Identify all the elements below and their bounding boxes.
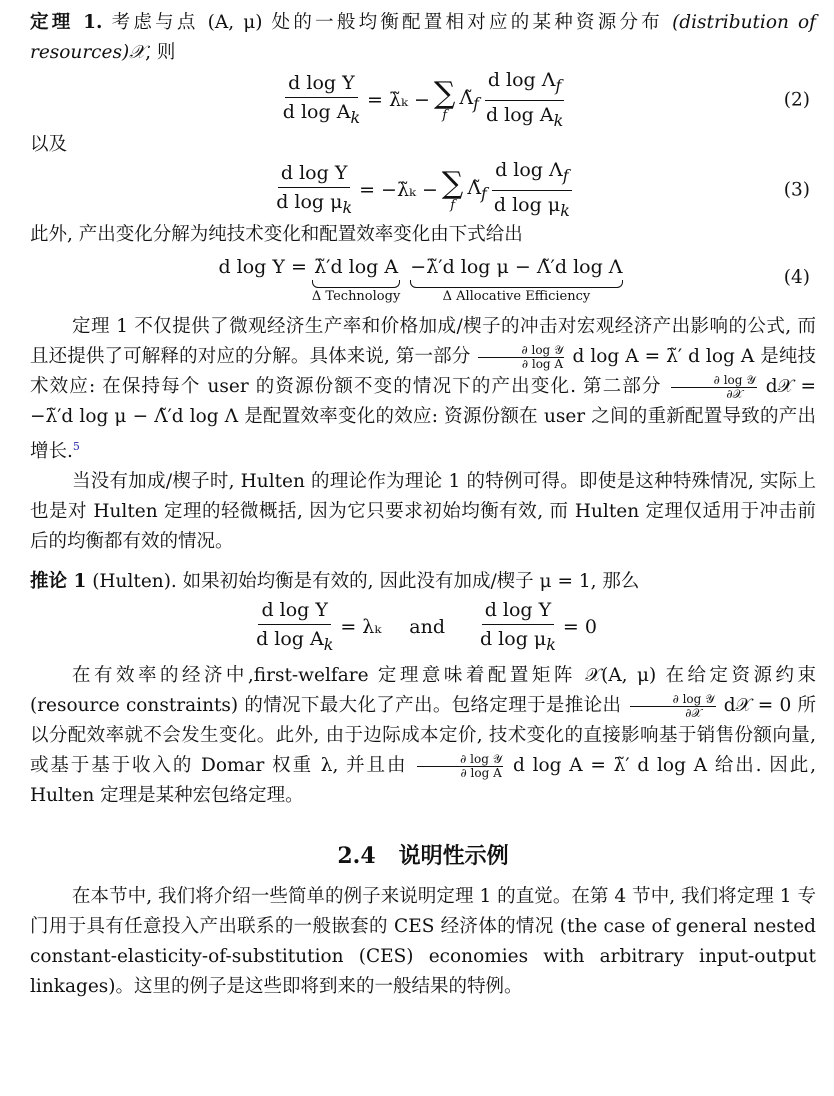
eq3-sum: ∑ f bbox=[441, 165, 464, 213]
corollary-1-statement: 推论 1 (Hulten). 如果初始均衡是有效的, 因此没有加成/楔子 μ = 1, 那么 bbox=[30, 571, 640, 593]
eq3-rhs-lead: = −λ̃ₖ − bbox=[359, 179, 438, 201]
eq3-rhs-fraction: $\frac{d \log \Lambda_f}{d \log \mu_k}$ bbox=[493, 158, 570, 220]
equation-3: $\frac{\text{d log Y}}{d \log \mu_k}$ = −λ̃ₖ − ∑ f $\Lambdã_f$ $\frac{d \log \Lambda_f}{d \log \mu_k}$ (3) bbox=[30, 160, 816, 220]
partial-fraction: ∂ log 𝒴 ∂ log A bbox=[417, 753, 503, 780]
underbrace bbox=[312, 280, 400, 288]
partial-fraction: ∂ log 𝒴 ∂ log A bbox=[478, 344, 564, 371]
footnote-link[interactable]: 5 bbox=[72, 440, 80, 453]
equation-4 bbox=[30, 250, 816, 312]
paragraph-3: 在有效率的经济中,first-welfare 定理意味着配置矩阵 𝒳(A, μ) 在给定资源约束 (resource constraints) 的情况下最大化了产出。包络定理于是推论出 ∂ log 𝒴 ∂𝒳 d𝒳 = 0 所以分配效率就不会发生变化。此外, 由于边际成本定价, 技术变化的直接影响基于销售份额向量, 或基于基于收入的 Domar 权重 λ, 并且由 ∂ log 𝒴 ∂ log A d log A = λ̃′ d log A 给出. 因此, Hulten 定理是某种宏包络定理。 bbox=[30, 665, 817, 807]
eq4-lhs: d log Y = bbox=[218, 256, 307, 278]
eq2-lhs-fraction: $\frac{\text{d log Y}}{d \log A_k}$ bbox=[282, 71, 361, 127]
eq2-rhs-lead: = λ̃ₖ − bbox=[367, 89, 430, 111]
equation-2: $\frac{\text{d log Y}}{d \log A_k}$ = λ̃ₖ − ∑ f $\Lambdã_f$ $\frac{d \log \Lambda_f}{d \log A_k}$ (2) bbox=[30, 70, 816, 130]
eq2-number: (2) bbox=[783, 89, 810, 111]
theorem-label: 定理 1. bbox=[30, 12, 103, 33]
section-title: 说明性示例 bbox=[398, 843, 509, 870]
section-number: 2.4 bbox=[337, 843, 376, 870]
eq4-allocative-term: −λ̃′d log μ − Λ̃′d log Λ Δ Allocative Efficiency bbox=[410, 256, 623, 304]
theorem-text-c: , 则 bbox=[145, 42, 176, 63]
paragraph-2: 当没有加成/楔子时, Hulten 的理论作为理论 1 的特例可得。即使是这种特殊情况, 实际上也是对 Hulten 定理的轻微概括, 因为它只要求初始均衡有效, 而 Hulten 定理仅适用于冲击前后的均衡都有效的情况。 bbox=[30, 471, 816, 553]
eq2-sum: ∑ f bbox=[433, 75, 456, 123]
eq4-number: (4) bbox=[783, 267, 810, 288]
underbrace bbox=[410, 280, 622, 288]
paragraph-4: 在本节中, 我们将介绍一些简单的例子来说明定理 1 的直觉。在第 4 节中, 我们将定理 1 专门用于具有任意投入产出联系的一般嵌套的 CES 经济体的情况 (the case of general nested constant-elasticity-of-substitution (CES) economies with arbitrary input-output linkages)。这里的例子是这些即将到来的一般结果的特例。 bbox=[30, 886, 816, 998]
text-decomposition: 此外, 产出变化分解为纯技术变化和配置效率变化由下式给出 bbox=[30, 224, 523, 245]
eq3-lhs-fraction: $\frac{\text{d log Y}}{d \log \mu_k}$ bbox=[276, 161, 353, 217]
equation-5: $\frac{\text{d log Y}}{d \log A_k}$ = λₖ and $\frac{\text{d log Y}}{d \log \mu_k}$ = 0 bbox=[256, 598, 597, 654]
eq4-technology-term: λ̃′d log A Δ Technology bbox=[311, 256, 401, 304]
partial-fraction: ∂ log 𝒴 ∂𝒳 bbox=[630, 693, 716, 720]
section-heading bbox=[30, 839, 816, 870]
theorem-text-b: (distribution of resources)𝒳 bbox=[30, 12, 816, 63]
eq3-number: (3) bbox=[783, 179, 810, 201]
theorem-text-a: 考虑与点 (A, μ) 处的一般均衡配置相对应的某种资源分布 bbox=[102, 12, 673, 33]
text-yiji: 以及 bbox=[30, 134, 68, 155]
eq2-rhs-fraction: $\frac{d \log \Lambda_f}{d \log A_k}$ bbox=[485, 68, 564, 130]
theorem-1-statement bbox=[30, 0, 816, 68]
partial-fraction: ∂ log 𝒴 ∂𝒳 bbox=[671, 374, 757, 401]
paragraph-1: 定理 1 不仅提供了微观经济生产率和价格加成/楔子的冲击对宏观经济产出影响的公式, 而且还提供了可解释的对应的分解。具体来说, 第一部分 ∂ log 𝒴 ∂ log A d log A = λ̃′ d log A 是纯技术效应: 在保持每个 user 的资源份额不变的情况下的产出变化. 第二部分 ∂ log 𝒴 ∂𝒳 d𝒳 = −λ̃′d log μ − Λ̃′d log Λ 是配置效率变化的效应: 资源份额在 user 之间的重新配置导致的产出增长.$^5$ bbox=[30, 316, 816, 463]
